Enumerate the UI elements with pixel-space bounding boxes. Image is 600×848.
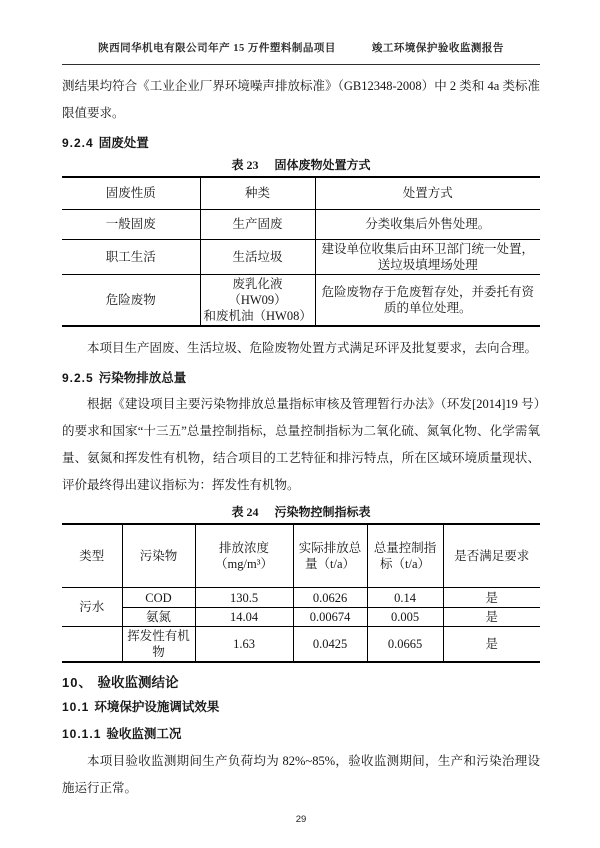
section-heading-10-1-1 <box>62 725 540 743</box>
section-title: 验收监测工况 <box>106 727 182 741</box>
paragraph-solid-waste-conclusion: 本项目生产固废、生活垃圾、危险废物处置方式满足环评及批复要求，去向合理。 <box>87 340 538 355</box>
table-row <box>62 608 540 627</box>
cell-meets: 是 <box>443 608 540 627</box>
cell-kind: 生活垃圾 <box>200 239 315 274</box>
section-heading-9-2-4 <box>62 134 540 152</box>
column-header-disposal: 处置方式 <box>315 177 540 209</box>
section-title: 固废处置 <box>98 136 149 150</box>
table-row <box>62 239 540 274</box>
cell-pollutant: 挥发性有机物 <box>122 627 195 663</box>
cell-actual-total: 0.0425 <box>293 627 367 663</box>
cell-actual-total: 0.00674 <box>293 608 367 627</box>
section-title: 验收监测结论 <box>97 675 179 690</box>
table23-caption-number: 表 23 <box>231 158 259 172</box>
paragraph-total-amount: 根据《建设项目主要污染物排放总量指标审核及管理暂行办法》（环发[2014]19 号）的要求和国家“十三五”总量控制指标，总量控制指标为二氧化硫、氮氧化物、化学需氧量、氨氮和挥发性有机物，结合项目的工艺特征和排污特点，所在区域环境质量现状、评价最终得出建议指标为：挥发性有机物。 <box>62 396 540 492</box>
cell-disposal: 分类收集后外售处理。 <box>315 209 540 239</box>
section-number: 9.2.4 <box>62 136 94 150</box>
page-header <box>62 40 540 65</box>
cell-concentration: 14.04 <box>195 608 293 627</box>
cell-nature: 一般固废 <box>62 209 200 239</box>
cell-kind: 生产固废 <box>200 209 315 239</box>
table24-caption <box>62 505 540 520</box>
table24-caption-title: 污染物控制指标表 <box>274 504 371 519</box>
table24-caption-number: 表 24 <box>231 504 259 519</box>
cell-control-limit: 0.005 <box>367 608 443 627</box>
header-project-title: 陕西同华机电有限公司年产 15 万件塑料制品项目 <box>98 43 336 54</box>
section-number: 10、 <box>62 675 93 690</box>
cell-meets: 是 <box>443 627 540 663</box>
cell-pollutant: COD <box>122 588 195 608</box>
cell-control-limit: 0.0665 <box>367 627 443 663</box>
column-header-nature: 固废性质 <box>62 177 200 209</box>
cell-control-limit: 0.14 <box>367 588 443 608</box>
section-heading-9-2-5 <box>62 369 540 387</box>
column-header-pollutant: 污染物 <box>122 524 195 588</box>
table-row <box>62 274 540 326</box>
cell-type-empty <box>62 627 122 663</box>
column-header-control-limit: 总量控制指 标（t/a） <box>367 524 443 588</box>
table23-caption-title: 固体废物处置方式 <box>274 158 371 172</box>
section-title: 污染物排放总量 <box>98 370 187 385</box>
cell-kind: 废乳化液（HW09） 和废机油（HW08） <box>200 274 315 326</box>
cell-meets: 是 <box>443 588 540 608</box>
table-header-row <box>62 524 540 588</box>
cell-nature: 危险废物 <box>62 274 200 326</box>
cell-actual-total: 0.0626 <box>293 588 367 608</box>
pollutant-control-index-table <box>62 523 540 664</box>
cell-type-wastewater: 污水 <box>62 588 122 627</box>
column-header-kind: 种类 <box>200 177 315 209</box>
cell-nature: 职工生活 <box>62 239 200 274</box>
paragraph-monitoring-condition: 本项目验收监测期间生产负荷均为 82%~85%，验收监测期间，生产和污染治理设施运行正常。 <box>62 754 540 795</box>
table23-caption <box>62 158 540 173</box>
table-row <box>62 209 540 239</box>
column-header-concentration: 排放浓度 （mg/m³） <box>195 524 293 588</box>
table-row <box>62 627 540 663</box>
table-row <box>62 588 540 608</box>
cell-disposal: 建设单位收集后由环卫部门统一处置，送垃圾填埋场处理 <box>315 239 540 274</box>
section-number: 10.1.1 <box>62 727 102 741</box>
section-heading-10 <box>62 673 540 693</box>
cell-pollutant: 氨氮 <box>122 608 195 627</box>
page-number: 29 <box>295 814 307 825</box>
table-header-row <box>62 177 540 209</box>
column-header-meets: 是否满足要求 <box>443 524 540 588</box>
header-report-title: 竣工环境保护验收监测报告 <box>371 43 504 54</box>
column-header-type: 类型 <box>62 524 122 588</box>
cell-concentration: 130.5 <box>195 588 293 608</box>
section-number: 10.1 <box>62 700 90 714</box>
solid-waste-disposal-table <box>62 176 540 327</box>
paragraph-noise-result: 测结果均符合《工业企业厂界环境噪声排放标准》（GB12348-2008）中 2 类和 4a 类标准限值要求。 <box>62 79 540 120</box>
cell-concentration: 1.63 <box>195 627 293 663</box>
column-header-actual-total: 实际排放总 量（t/a） <box>293 524 367 588</box>
section-title: 环境保护设施调试效果 <box>94 700 220 714</box>
section-heading-10-1 <box>62 698 540 716</box>
cell-disposal: 危险废物存于危废暂存处，并委托有资质的单位处理。 <box>315 274 540 326</box>
section-number: 9.2.5 <box>62 370 94 385</box>
